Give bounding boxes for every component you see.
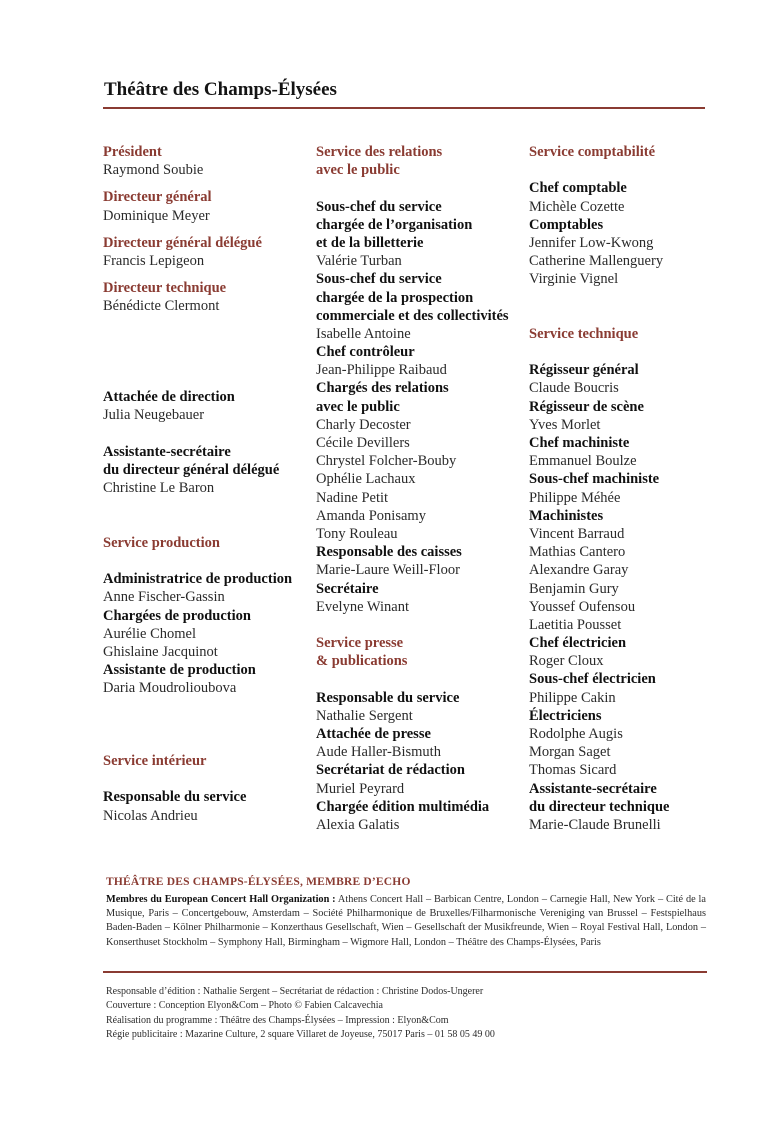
electricien-name: Thomas Sicard (529, 762, 617, 779)
resp-caisses-name: Marie-Laure Weill-Floor (316, 562, 460, 579)
chef-comptable-label: Chef comptable (529, 180, 627, 197)
chargees-production-label: Chargées de production (103, 607, 251, 624)
regisseur-general-label: Régisseur général (529, 362, 639, 379)
credits (106, 985, 706, 1043)
assistante-production-name: Daria Moudrolioubova (103, 680, 237, 697)
regisseur-scene-label: Régisseur de scène (529, 398, 644, 415)
secretaire-name: Evelyne Winant (316, 598, 409, 615)
redaction-label: Secrétariat de rédaction (316, 762, 465, 779)
charges-relations-label: avec le public (316, 398, 400, 415)
resp-presse-label: Responsable du service (316, 689, 460, 706)
souschef-prospection-label: chargée de la prospection (316, 289, 474, 306)
souschef-billetterie-name: Valérie Turban (316, 253, 402, 270)
resp-presse-name: Nathalie Sergent (316, 707, 413, 724)
relations-section-title-line2: avec le public (316, 162, 400, 179)
dgd-name: Francis Lepigeon (103, 252, 205, 269)
column-right (529, 143, 729, 834)
souschef-electricien-name: Philippe Cakin (529, 689, 616, 706)
charge-relations-name: Tony Rouleau (316, 525, 398, 542)
title-divider (103, 107, 705, 109)
assistante-label-line1: Assistante-secrétaire (103, 443, 231, 460)
credit-line: Responsable d’édition : Nathalie Sergent – Secrétariat de rédaction : Christine Dodos-Ungerer (106, 986, 484, 997)
technique-section-title: Service technique (529, 325, 639, 342)
comptable-name: Catherine Mallenguery (529, 253, 664, 270)
regisseur-general-name: Claude Boucris (529, 380, 619, 397)
attachee-presse-label: Attachée de presse (316, 726, 431, 742)
machiniste-name: Alexandre Garay (529, 562, 629, 579)
machiniste-name: Laetitia Pousset (529, 616, 622, 633)
interieur-section-title: Service intérieur (103, 753, 207, 769)
president-name: Raymond Soubie (103, 162, 204, 179)
secretaire-label: Secrétaire (316, 580, 379, 597)
dg-label: Directeur général (103, 189, 212, 206)
chef-controleur-name: Jean-Philippe Raibaud (316, 362, 447, 379)
charge-relations-name: Charly Decoster (316, 416, 411, 433)
dt-name: Bénédicte Clermont (103, 298, 220, 315)
electricien-name: Morgan Saget (529, 744, 611, 761)
comptable-name: Virginie Vignel (529, 271, 619, 288)
assistante-name: Christine Le Baron (103, 480, 215, 497)
chef-controleur-label: Chef contrôleur (316, 344, 415, 361)
charges-relations-label: Chargés des relations (316, 380, 449, 397)
column-left (103, 143, 308, 825)
assistante-dt-label-line2: du directeur technique (529, 798, 670, 815)
souschef-electricien-label: Sous-chef électricien (529, 671, 656, 688)
presse-section-title-line2: & publications (316, 653, 408, 670)
echo-members-text: Athens Concert Hall – Barbican Centre, London – Carnegie Hall, New York – Cité de la Musique, Paris – Concertgebouw, Amsterdam – Société Philharmonique de Bruxelles/Filharmonische Vereniging van Brussel – Festspielhaus Baden-Baden – Kölner Philharmonie – Konzerthaus Gesellschaft, Wien – Gesellschaft der Musikfreunde, Wien – Royal Festival Hall, London – Konserthuset Stockholm – Symphony Hall, Birmingham – Wigmore Hall, London – Théâtre des Champs-Élysées, Paris (106, 894, 706, 948)
chef-electricien-name: Roger Cloux (529, 653, 604, 670)
chef-machiniste-name: Emmanuel Boulze (529, 453, 637, 470)
resp-interieur-name: Nicolas Andrieu (103, 807, 198, 824)
regisseur-scene-name: Yves Morlet (529, 416, 601, 433)
echo-members-label: Membres du European Concert Hall Organization : (106, 894, 336, 905)
redaction-name: Muriel Peyrard (316, 780, 405, 797)
machiniste-name: Mathias Cantero (529, 544, 626, 561)
echo-members (106, 893, 706, 950)
admin-production-name: Anne Fischer-Gassin (103, 589, 225, 606)
electriciens-label: Électriciens (529, 707, 602, 724)
charge-relations-name: Chrystel Folcher-Bouby (316, 453, 457, 470)
attachee-direction-label: Attachée de direction (103, 389, 235, 406)
chargee-production-name: Ghislaine Jacquinot (103, 643, 218, 660)
assistante-dt-name: Marie-Claude Brunelli (529, 816, 661, 833)
echo-title: THÉÂTRE DES CHAMPS-ÉLYSÉES, MEMBRE D’ECHO (106, 876, 411, 888)
page-title: Théâtre des Champs-Élysées (104, 79, 337, 100)
credit-line: Couverture : Conception Elyon&Com – Photo © Fabien Calcavechia (106, 1000, 383, 1012)
resp-caisses-label: Responsable des caisses (316, 544, 462, 561)
souschef-prospection-label: Sous-chef du service (316, 271, 442, 288)
dt-label: Directeur technique (103, 280, 227, 297)
chef-comptable-name: Michèle Cozette (529, 198, 625, 215)
machinistes-label: Machinistes (529, 507, 604, 524)
charge-relations-name: Nadine Petit (316, 489, 389, 506)
chef-machiniste-label: Chef machiniste (529, 435, 630, 451)
chef-electricien-label: Chef électricien (529, 635, 627, 652)
souschef-machiniste-label: Sous-chef machiniste (529, 471, 660, 488)
attachee-direction-name: Julia Neugebauer (103, 407, 205, 424)
president-label: Président (103, 144, 162, 160)
presse-section-title-line1: Service presse (316, 635, 404, 652)
admin-production-label: Administratrice de production (103, 571, 293, 588)
souschef-machiniste-name: Philippe Méhée (529, 489, 621, 506)
footer-divider (103, 971, 707, 973)
comptable-name: Jennifer Low-Kwong (529, 234, 654, 251)
charge-relations-name: Ophélie Lachaux (316, 471, 416, 488)
multimedia-label: Chargée édition multimédia (316, 798, 490, 815)
column-middle (316, 143, 524, 834)
souschef-prospection-label: commerciale et des collectivités (316, 307, 509, 324)
charge-relations-name: Cécile Devillers (316, 435, 410, 451)
souschef-billetterie-label: et de la billetterie (316, 234, 424, 251)
multimedia-name: Alexia Galatis (316, 816, 400, 833)
assistante-dt-label-line1: Assistante-secrétaire (529, 780, 657, 797)
machiniste-name: Vincent Barraud (529, 525, 625, 542)
charge-relations-name: Amanda Ponisamy (316, 507, 426, 524)
dgd-label: Directeur général délégué (103, 234, 262, 251)
credit-line: Réalisation du programme : Théâtre des Champs-Élysées – Impression : Elyon&Com (106, 1014, 449, 1026)
dg-name: Dominique Meyer (103, 207, 210, 224)
souschef-billetterie-label: Sous-chef du service (316, 198, 442, 215)
assistante-production-label: Assistante de production (103, 662, 256, 679)
machiniste-name: Youssef Oufensou (529, 598, 636, 615)
credit-line: Régie publicitaire : Mazarine Culture, 2 square Villaret de Joyeuse, 75017 Paris – 01 58 05 49 00 (106, 1029, 495, 1041)
production-section-title: Service production (103, 534, 220, 551)
electricien-name: Rodolphe Augis (529, 726, 623, 742)
assistante-label-line2: du directeur général délégué (103, 462, 280, 478)
machiniste-name: Benjamin Gury (529, 580, 619, 597)
chargee-production-name: Aurélie Chomel (103, 625, 197, 642)
souschef-billetterie-label: chargée de l’organisation (316, 216, 473, 233)
relations-section-title-line1: Service des relations (316, 144, 443, 160)
attachee-presse-name: Aude Haller-Bismuth (316, 744, 441, 761)
comptables-label: Comptables (529, 216, 604, 233)
souschef-prospection-name: Isabelle Antoine (316, 325, 411, 342)
resp-interieur-label: Responsable du service (103, 789, 247, 806)
compta-section-title: Service comptabilité (529, 144, 656, 160)
